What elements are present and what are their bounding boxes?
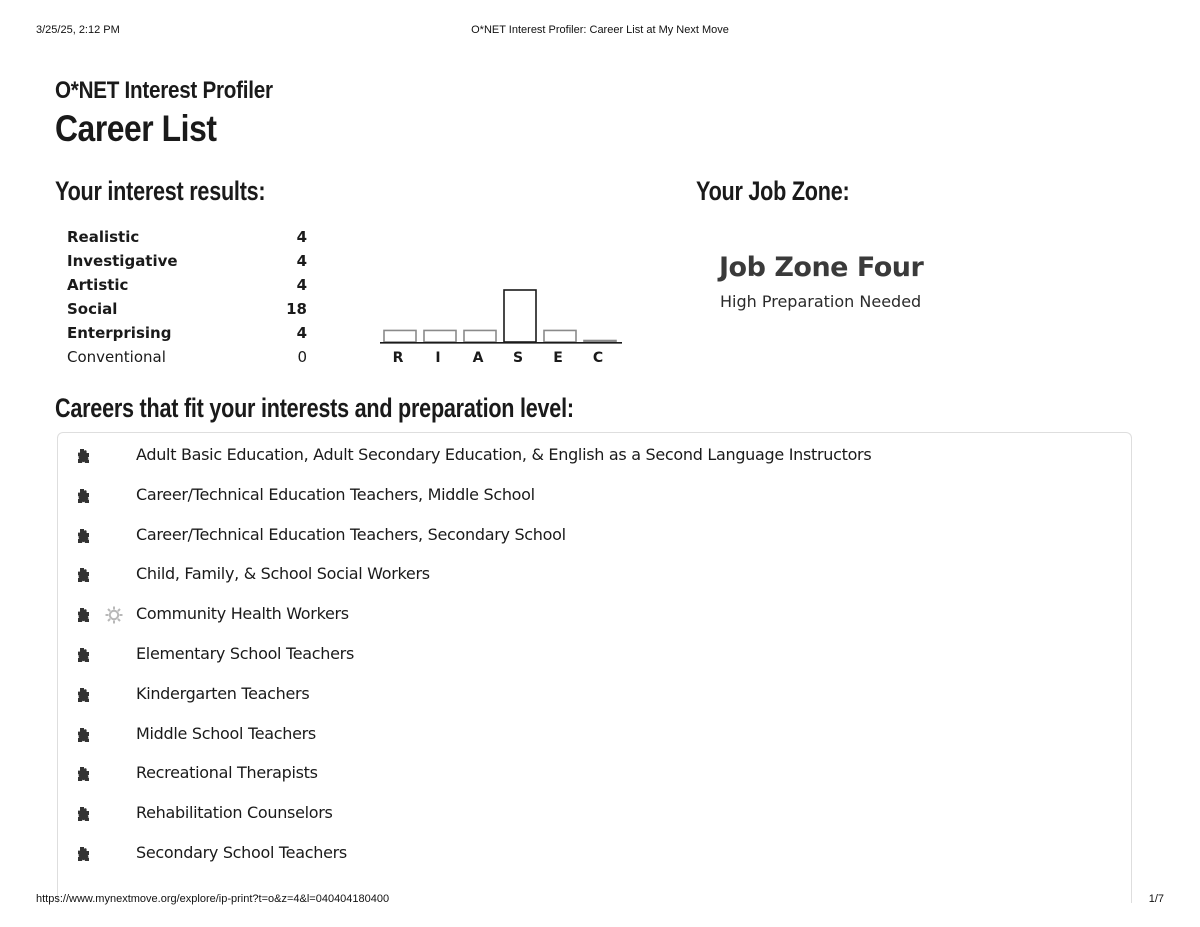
career-link[interactable]: Kindergarten Teachers <box>136 683 310 703</box>
career-link[interactable]: Elementary School Teachers <box>136 644 354 663</box>
career-link[interactable]: Career/Technical Education Teachers, Secondary School <box>136 524 566 544</box>
tick-label-e: E <box>553 350 563 366</box>
career-link[interactable]: Community Health Workers <box>136 604 349 624</box>
job-zone-title: Job Zone Four <box>719 252 924 283</box>
puzzle-piece-icon <box>75 527 93 545</box>
riasec-bar-chart <box>380 282 626 368</box>
career-row[interactable] <box>58 515 1131 555</box>
career-link[interactable]: Adult Basic Education, Adult Secondary Education, & English as a Second Language Instructors <box>136 445 872 464</box>
puzzle-piece-icon <box>75 566 93 584</box>
career-link[interactable]: Career/Technical Education Teachers, Middle School <box>136 484 535 504</box>
job-zone-heading: Your Job Zone: <box>696 176 850 206</box>
bar-a <box>464 330 496 342</box>
interest-score: 4 <box>296 324 307 342</box>
job-zone-subtitle: High Preparation Needed <box>720 292 922 311</box>
interest-results-table <box>67 227 307 371</box>
tick-label-i: I <box>435 350 441 366</box>
puzzle-piece-icon <box>75 646 93 664</box>
interest-row-conventional <box>67 347 307 371</box>
puzzle-piece-icon <box>75 487 93 505</box>
interest-score: 4 <box>296 252 307 270</box>
career-link[interactable]: Rehabilitation Counselors <box>136 803 333 823</box>
sun-icon <box>105 606 123 624</box>
interest-row-social <box>67 299 307 323</box>
career-row[interactable] <box>58 674 1131 714</box>
bar-r <box>384 330 416 342</box>
puzzle-piece-icon <box>75 805 93 823</box>
print-url: https://www.mynextmove.org/explore/ip-print?t=o&z=4&l=040404180400 <box>36 893 390 905</box>
bar-e <box>544 330 576 342</box>
tick-label-a: A <box>472 350 484 366</box>
career-row[interactable] <box>58 714 1131 754</box>
careers-heading: Careers that fit your interests and preparation level: <box>55 393 574 423</box>
interest-row-enterprising <box>67 323 307 347</box>
super-title: O*NET Interest Profiler <box>55 77 273 104</box>
career-row[interactable] <box>58 554 1131 594</box>
career-link[interactable]: Middle School Teachers <box>136 723 316 743</box>
interest-row-investigative <box>67 251 307 275</box>
bar-c <box>584 341 616 343</box>
tick-label-s: S <box>512 350 524 366</box>
career-link[interactable]: Child, Family, & School Social Workers <box>136 564 430 584</box>
interest-name: Social <box>67 300 118 318</box>
bar-s <box>504 290 536 342</box>
career-row[interactable] <box>58 634 1131 674</box>
career-row[interactable] <box>58 833 1131 873</box>
interest-results-heading: Your interest results: <box>55 176 266 206</box>
career-link[interactable]: Secondary School Teachers <box>136 843 347 862</box>
print-page-title: O*NET Interest Profiler: Career List at My Next Move <box>471 24 729 36</box>
print-page-number: 1/7 <box>1148 893 1164 905</box>
career-row[interactable] <box>58 475 1131 515</box>
puzzle-piece-icon <box>75 447 93 465</box>
puzzle-piece-icon <box>75 606 93 624</box>
interest-name: Conventional <box>67 348 166 366</box>
interest-name: Investigative <box>67 252 178 270</box>
puzzle-piece-icon <box>75 686 93 704</box>
interest-row-artistic <box>67 275 307 299</box>
print-header <box>36 24 1164 38</box>
interest-name: Realistic <box>67 228 140 246</box>
bar-i <box>424 330 456 342</box>
interest-score: 0 <box>297 348 307 366</box>
page-title: Career List <box>55 108 217 149</box>
puzzle-piece-icon <box>75 765 93 783</box>
interest-score: 4 <box>296 228 307 246</box>
puzzle-piece-icon <box>75 726 93 744</box>
interest-row-realistic <box>67 227 307 251</box>
tick-label-r: R <box>392 350 404 366</box>
career-row[interactable] <box>58 594 1131 634</box>
career-row[interactable] <box>58 435 1131 475</box>
interest-name: Enterprising <box>67 324 172 342</box>
interest-score: 4 <box>296 276 307 294</box>
career-row[interactable] <box>58 753 1131 793</box>
career-list <box>57 432 1132 903</box>
career-row[interactable] <box>58 793 1131 833</box>
print-footer <box>36 893 1164 907</box>
tick-label-c: C <box>592 350 604 366</box>
interest-name: Artistic <box>67 276 129 294</box>
interest-score: 18 <box>286 300 307 318</box>
career-link[interactable]: Recreational Therapists <box>136 763 318 783</box>
puzzle-piece-icon <box>75 845 93 863</box>
print-datetime: 3/25/25, 2:12 PM <box>36 24 120 36</box>
